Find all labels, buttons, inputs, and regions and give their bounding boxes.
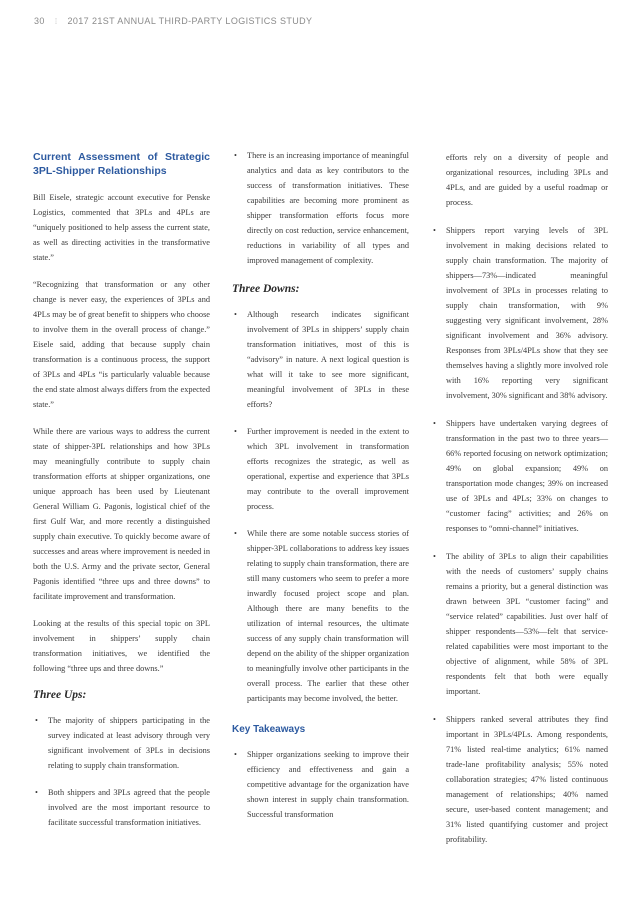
list-item: • Shippers have undertaken varying degrees of transformation in the past two to three years—66% reported focusing on network optimization; 49% on global expansion; 49% on transportation mode changes; 39% on increased use of 3PLs and 4PLs; 33% on changes to “customer facing” activities; and 26% on responses to “omni-channel” initiatives. <box>431 416 608 536</box>
page-number: 30 <box>34 16 45 26</box>
header-separator: ⁞ <box>54 16 58 26</box>
report-title: 2017 21ST ANNUAL THIRD-PARTY LOGISTICS STUDY <box>67 16 313 26</box>
list-item: • Shippers report varying levels of 3PL involvement in making decisions related to supply chain transformation. The majority of shippers—73%—indicated meaningful involvement of 3PLs in processes relating to supply chain transformation, with 9% suggesting very significant involvement, 28% significant involvement and 36% advisory. Responses from 3PLs/4PLs show that they see themselves having a slightly more involved role with 16% reporting very significant involvement, 30% significant and 38% advisory. <box>431 223 608 403</box>
list-item: • The majority of shippers participating in the survey indicated at least advisory through very significant involvement of 3PLs in decisions relating to supply chain transformation. <box>33 713 210 773</box>
list-item: • There is an increasing importance of meaningful analytics and data as key contributors to the success of transformation initiatives. These capabilities are becoming more prominent as shipper transformation efforts focus more directly on cost reduction, service enhancement, reductions in variability of all types and improved management of complexity. <box>232 148 409 268</box>
key-takeaways-list <box>232 747 409 822</box>
list-item: • Further improvement is needed in the extent to which 3PL involvement in transformation efforts recognizes the strategic, as well as operational, expertise and experience that 3PLs may contribute to the overall improvement process. <box>232 424 409 514</box>
list-item-continuation: efforts rely on a diversity of people and organizational resources, including 3PLs and 4PLs, and are guided by a useful roadmap or process. <box>446 153 608 207</box>
key-takeaways-list-continued <box>431 223 608 847</box>
paragraph: “Recognizing that transformation or any other change is never easy, the experiences of 3PLs and 4PLs may be of great benefit to shippers who choose to involve them in the overall process of change.” Eisele said, adding that because supply chain transformation is a continuous process, the support of 3PLs and 4PLs “is particularly valuable because the end state almost always differs from the expected state.” <box>33 280 210 409</box>
column-right <box>431 150 608 860</box>
column-left <box>33 150 210 842</box>
three-ups-heading: Three Ups: <box>33 689 87 701</box>
list-item: • Shippers ranked several attributes they find important in 3PLs/4PLs. Among respondents, 71% listed real-time analytics; 61% named trade-lane profitability analysis; 55% noted collaboration strategies; 47% listed continuous management of relationships; 40% named secure, user-based content management; and 31% listed quantifying customer and project profitability. <box>431 712 608 847</box>
list-item: • While there are some notable success stories of shipper-3PL collaborations to address key issues relating to supply chain transformation, there are still many customers who seem to prefer a more inwardly focused project scope and plan. Although there are many benefits to the utilization of internal resources, the ultimate success of any supply chain transformation will depend on the ability of the shipper organization to meaningfully involve other participants in the overall process. The earlier that these other participants may become involved, the better. <box>232 526 409 706</box>
three-downs-heading: Three Downs: <box>232 283 300 295</box>
three-ups-list-continued <box>232 148 409 268</box>
list-item: • Shipper organizations seeking to improve their efficiency and effectiveness and gain a competitive advantage for the organization have shown interest in supply chain transformation. Successful transformation <box>232 747 409 822</box>
column-middle <box>232 148 409 834</box>
section-heading: Current Assessment of Strategic 3PL-Shipper Relationships <box>33 151 210 177</box>
running-header <box>34 14 312 28</box>
three-downs-list <box>232 307 409 706</box>
paragraph: While there are various ways to address the current state of shipper-3PL relationships and how 3PLs may meaningfully contribute to supply chain transformation efforts at shipper organizations, one unique approach has been used by Lieutenant General William G. Pagonis, logistical chief of the first Gulf War, and more recently a distinguished supply chain executive. To quickly become aware of successes and areas where improvement is needed in both the U.S. Army and the private sector, General Pagonis identified “three ups and three downs” to facilitate improvement and transformation. <box>33 427 210 601</box>
list-item: • Both shippers and 3PLs agreed that the people involved are the most important resource to facilitate successful transformation initiatives. <box>33 785 210 830</box>
key-takeaways-heading: Key Takeaways <box>232 724 306 735</box>
paragraph: Looking at the results of this special topic on 3PL involvement in shippers’ supply chain transformation initiatives, we identified the following “three ups and three downs.” <box>33 619 210 673</box>
list-item: • The ability of 3PLs to align their capabilities with the needs of customers’ supply chains remains a priority, but a general distinction was drawn between 3PL “customer facing” and “service related” capabilities. Just over half of shipper respondents—53%—felt that service-related capabilities were most important to the objective of alignment, while 58% of 3PL respondents felt that both were equally important. <box>431 549 608 699</box>
three-ups-list <box>33 713 210 830</box>
list-item: • Although research indicates significant involvement of 3PLs in shippers’ supply chain transformation initiatives, most of this is “advisory” in nature. A next logical question is what will it take to see more significant, meaningful involvement of 3PLs in these efforts? <box>232 307 409 412</box>
paragraph: Bill Eisele, strategic account executive for Penske Logistics, commented that 3PLs and 4PLs are “uniquely positioned to help assess the current state, as well as directing activities in the transformative state.” <box>33 193 210 262</box>
